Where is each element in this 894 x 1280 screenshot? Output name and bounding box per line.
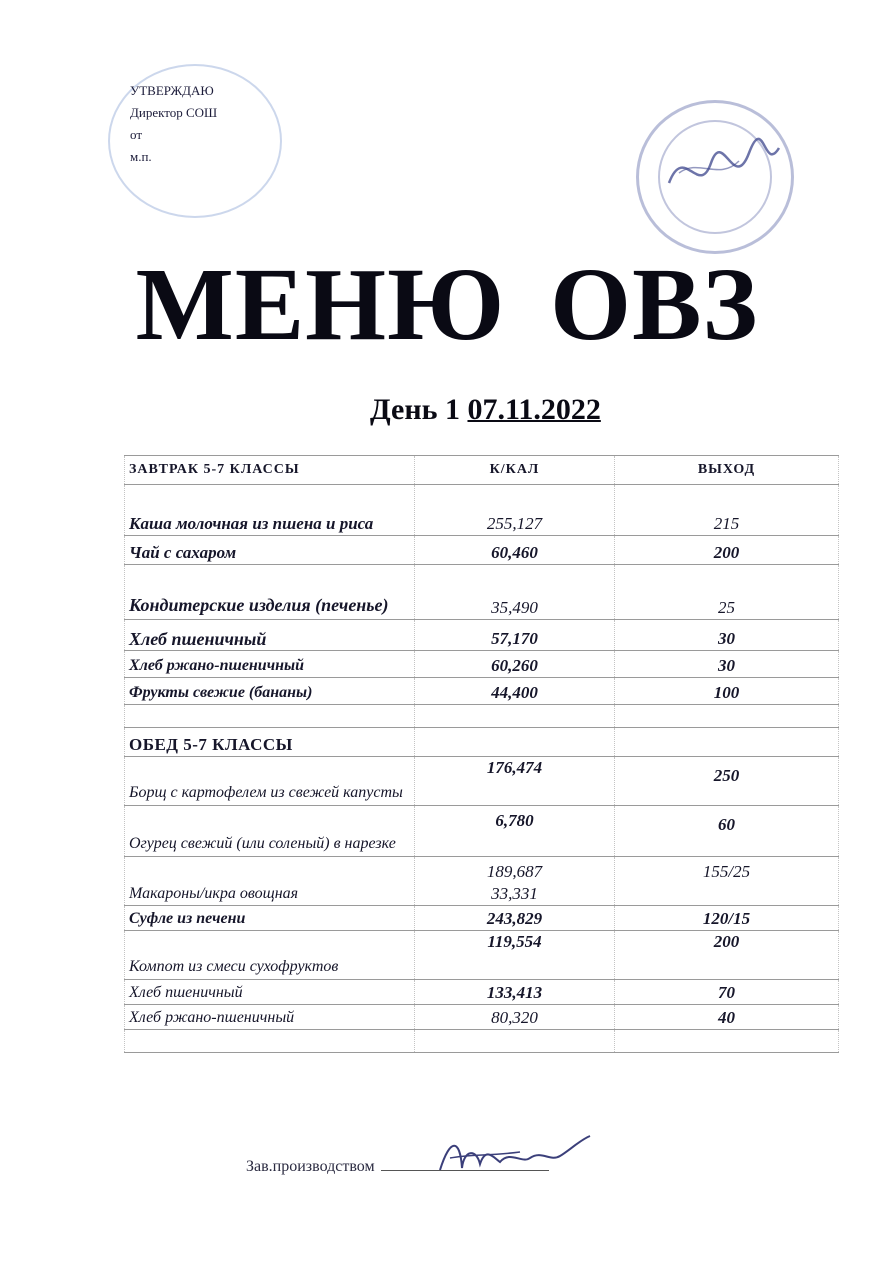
dish-output: 200 <box>615 536 839 565</box>
day-heading <box>370 393 601 427</box>
table-row <box>125 678 839 705</box>
header-kcal: К/КАЛ <box>415 456 615 485</box>
dish-output: 100 <box>615 678 839 705</box>
handwritten-signature <box>430 1128 600 1188</box>
table-row <box>125 536 839 565</box>
table-header-row <box>125 456 839 485</box>
dish-kcal-line: 33,331 <box>491 884 538 903</box>
page-title: МЕНЮ ОВЗ <box>135 247 759 362</box>
dish-output: 30 <box>615 651 839 678</box>
stamp-line: от <box>130 127 143 142</box>
round-seal-stamp <box>636 100 794 254</box>
day-date: 07.11.2022 <box>467 393 601 426</box>
stamp-line: м.п. <box>130 149 152 164</box>
dish-kcal: 44,400 <box>415 678 615 705</box>
table-row <box>125 931 839 980</box>
dish-output: 250 <box>615 757 839 806</box>
section-header-row <box>125 728 839 757</box>
table-row <box>125 565 839 620</box>
dish-kcal: 176,474 <box>415 757 615 806</box>
dish-kcal: 119,554 <box>415 931 615 980</box>
blank-row <box>125 705 839 728</box>
table-row <box>125 806 839 857</box>
dish-name: Фрукты свежие (бананы) <box>125 678 415 705</box>
table-row <box>125 757 839 806</box>
approval-stamp <box>130 80 217 168</box>
dish-name: Борщ с картофелем из свежей капусты <box>125 757 415 806</box>
dish-name: Хлеб ржано-пшеничный <box>125 651 415 678</box>
menu-table <box>124 455 839 1053</box>
stamp-line: УТВЕРЖДАЮ <box>130 83 214 98</box>
dish-kcal: 6,780 <box>415 806 615 857</box>
table-row <box>125 1005 839 1030</box>
dish-output: 215 <box>615 485 839 536</box>
dish-kcal-line: 189,687 <box>486 862 543 881</box>
dish-kcal: 80,320 <box>415 1005 615 1030</box>
dish-name: Хлеб пшеничный <box>125 980 415 1005</box>
dish-name: Хлеб пшеничный <box>125 620 415 651</box>
blank-row <box>125 1030 839 1053</box>
table-row <box>125 906 839 931</box>
dish-name: Хлеб ржано-пшеничный <box>125 1005 415 1030</box>
section-lunch-title: ОБЕД 5-7 КЛАССЫ <box>125 728 415 757</box>
dish-kcal: 57,170 <box>415 620 615 651</box>
dish-name: Компот из смеси сухофруктов <box>125 931 415 980</box>
dish-kcal: 60,460 <box>415 536 615 565</box>
dish-name: Каша молочная из пшена и риса <box>125 485 415 536</box>
stamp-line: Директор СОШ <box>130 105 218 120</box>
dish-output: 200 <box>615 931 839 980</box>
table-row <box>125 620 839 651</box>
dish-kcal: 35,490 <box>415 565 615 620</box>
dish-name: Огурец свежий (или соленый) в нарезке <box>125 806 415 857</box>
dish-name: Кондитерские изделия (печенье) <box>125 565 415 620</box>
dish-output: 70 <box>615 980 839 1005</box>
dish-kcal <box>415 857 615 906</box>
dish-kcal: 133,413 <box>415 980 615 1005</box>
dish-kcal: 243,829 <box>415 906 615 931</box>
signature-label: Зав.производством <box>246 1158 375 1175</box>
dish-name: Чай с сахаром <box>125 536 415 565</box>
header-output: ВЫХОД <box>615 456 839 485</box>
dish-output: 60 <box>615 806 839 857</box>
table-row <box>125 485 839 536</box>
header-meal: ЗАВТРАК 5-7 КЛАССЫ <box>125 456 415 485</box>
dish-output: 30 <box>615 620 839 651</box>
dish-output: 40 <box>615 1005 839 1030</box>
dish-name: Макароны/икра овощная <box>125 857 415 906</box>
dish-kcal: 255,127 <box>415 485 615 536</box>
dish-kcal: 60,260 <box>415 651 615 678</box>
table-row <box>125 857 839 906</box>
dish-name: Суфле из печени <box>125 906 415 931</box>
day-label: День 1 <box>370 393 460 426</box>
dish-output: 120/15 <box>615 906 839 931</box>
dish-output: 25 <box>615 565 839 620</box>
dish-output: 155/25 <box>615 857 839 906</box>
table-row <box>125 651 839 678</box>
table-row <box>125 980 839 1005</box>
